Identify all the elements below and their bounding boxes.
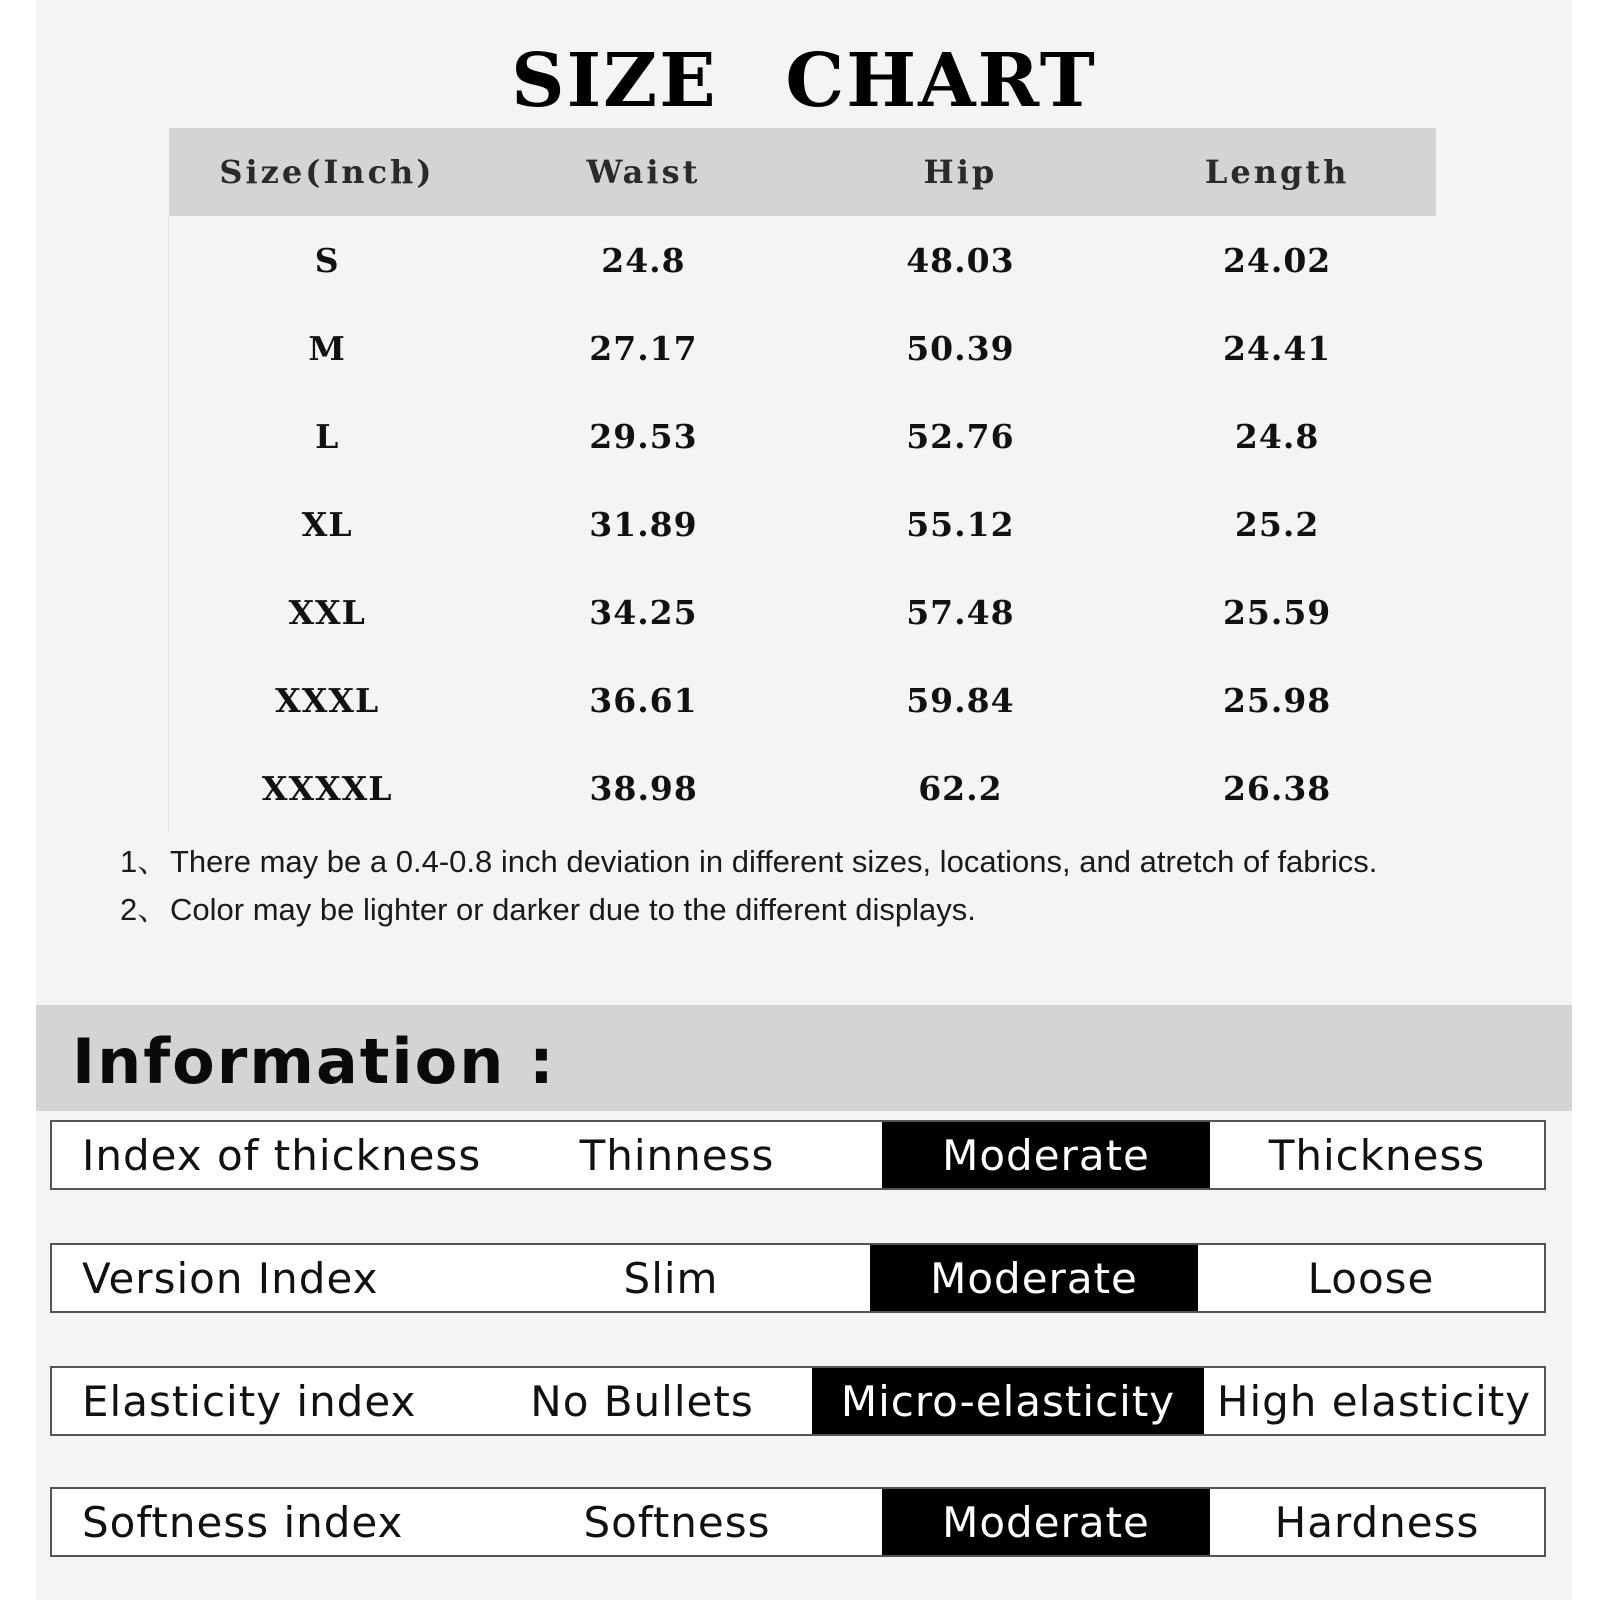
- hip-cell: 57.48: [906, 592, 1015, 632]
- length-cell: 24.41: [1222, 328, 1332, 368]
- information-header: [36, 1005, 1572, 1111]
- note-text: There may be a 0.4-0.8 inch deviation in different sizes, locations, and atretch of fabrics.: [170, 844, 1378, 879]
- info-row-label: Index of thickness: [82, 1130, 482, 1180]
- option-moderate-selected: Moderate: [882, 1489, 1210, 1555]
- option-micro-elasticity-selected: Micro-elasticity: [812, 1368, 1204, 1434]
- size-cell: XXXXL: [169, 744, 486, 832]
- note-number: 2、: [120, 892, 169, 927]
- hip-cell: 59.84: [906, 680, 1015, 720]
- length-cell: 26.38: [1222, 768, 1332, 808]
- info-row-version: [50, 1243, 1546, 1313]
- option-no-bullets: No Bullets: [530, 1376, 754, 1426]
- table-header-row: [169, 128, 1436, 216]
- waist-cell: 29.53: [589, 416, 698, 456]
- option-thinness: Thinness: [579, 1130, 775, 1180]
- note-line: [120, 886, 1560, 934]
- size-cell: XXL: [169, 568, 486, 656]
- info-row-label: Version Index: [82, 1253, 379, 1303]
- table-row: [169, 480, 1436, 568]
- length-cell: 24.8: [1234, 416, 1320, 456]
- column-header-length: Length: [1119, 128, 1436, 216]
- waist-cell: 38.98: [589, 768, 698, 808]
- info-row-softness: [50, 1487, 1546, 1557]
- option-hardness: Hardness: [1274, 1497, 1480, 1547]
- length-cell: 25.59: [1222, 592, 1332, 632]
- table-row: [169, 656, 1436, 744]
- note-text: Color may be lighter or darker due to the different displays.: [170, 892, 976, 927]
- size-chart-sheet: [36, 0, 1572, 1600]
- waist-cell: 24.8: [601, 240, 686, 280]
- page-title: SIZE CHART: [511, 38, 1097, 124]
- option-high-elasticity: High elasticity: [1216, 1376, 1532, 1426]
- hip-cell: 55.12: [906, 504, 1015, 544]
- information-title: Information :: [72, 1025, 556, 1098]
- size-table: [168, 128, 1436, 832]
- hip-cell: 50.39: [906, 328, 1015, 368]
- info-row-thickness: [50, 1120, 1546, 1190]
- option-slim: Slim: [623, 1253, 719, 1303]
- table-row: [169, 392, 1436, 480]
- notes: [120, 838, 1560, 934]
- length-cell: 25.2: [1234, 504, 1320, 544]
- note-number: 1、: [120, 844, 169, 879]
- option-moderate-selected: Moderate: [882, 1122, 1210, 1188]
- hip-cell: 48.03: [906, 240, 1015, 280]
- length-cell: 24.02: [1222, 240, 1332, 280]
- column-header-waist: Waist: [485, 128, 802, 216]
- info-row-label: Elasticity index: [82, 1376, 417, 1426]
- option-thickness: Thickness: [1268, 1130, 1486, 1180]
- size-cell: XL: [169, 480, 486, 568]
- size-cell: S: [169, 216, 486, 304]
- table-row: [169, 568, 1436, 656]
- note-line: [120, 838, 1560, 886]
- info-row-elasticity: [50, 1366, 1546, 1436]
- hip-cell: 62.2: [918, 768, 1003, 808]
- table-row: [169, 744, 1436, 832]
- waist-cell: 27.17: [589, 328, 698, 368]
- column-header-hip: Hip: [802, 128, 1119, 216]
- column-header-size: Size(Inch): [169, 128, 486, 216]
- size-cell: L: [169, 392, 486, 480]
- table-row: [169, 304, 1436, 392]
- size-cell: M: [169, 304, 486, 392]
- waist-cell: 34.25: [589, 592, 698, 632]
- info-row-label: Softness index: [82, 1497, 404, 1547]
- waist-cell: 36.61: [589, 680, 698, 720]
- waist-cell: 31.89: [589, 504, 698, 544]
- hip-cell: 52.76: [906, 416, 1015, 456]
- option-loose: Loose: [1307, 1253, 1435, 1303]
- table-row: [169, 216, 1436, 304]
- option-moderate-selected: Moderate: [870, 1245, 1198, 1311]
- size-cell: XXXL: [169, 656, 486, 744]
- option-softness: Softness: [583, 1497, 771, 1547]
- length-cell: 25.98: [1222, 680, 1332, 720]
